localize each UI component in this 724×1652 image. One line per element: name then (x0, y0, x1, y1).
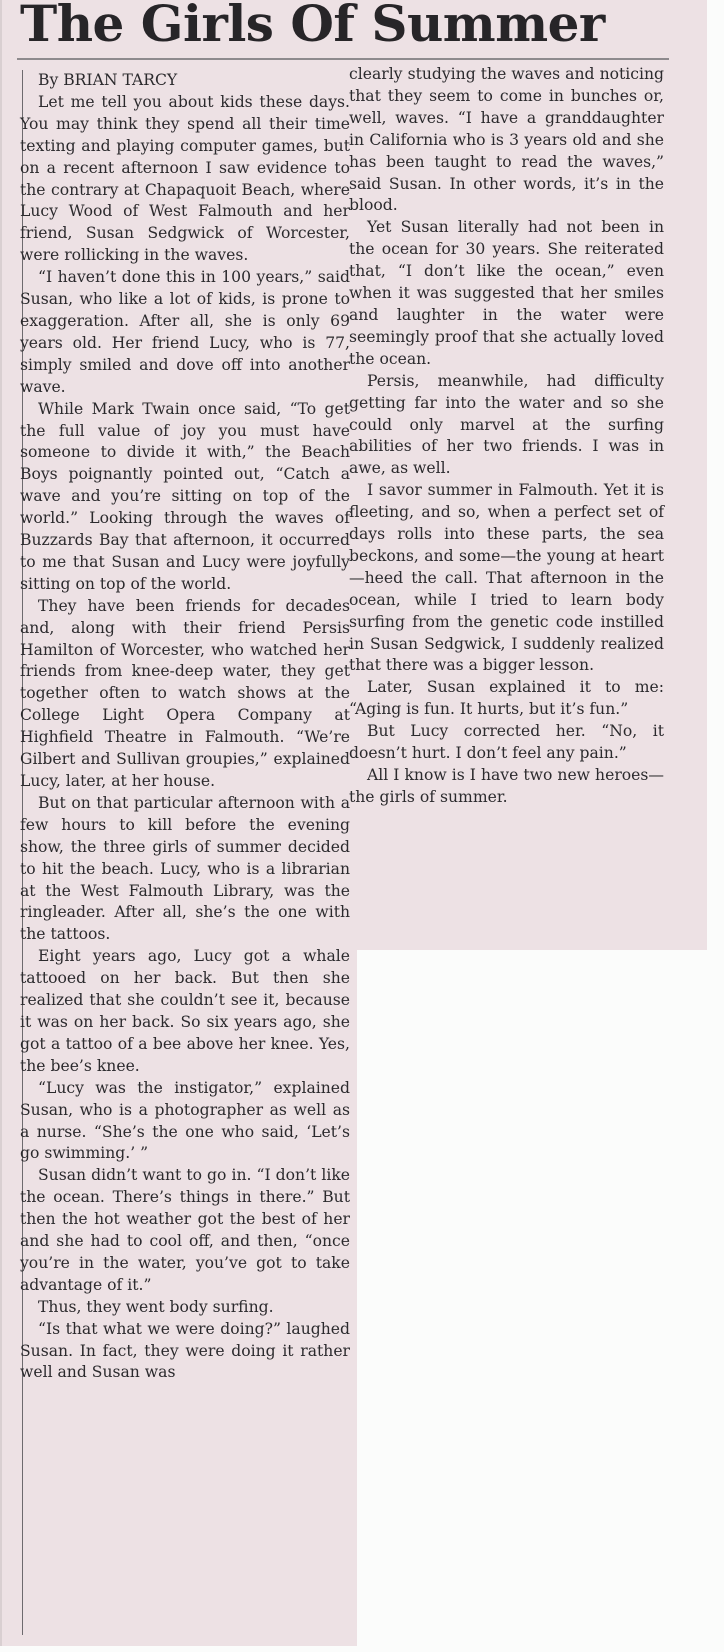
paragraph: I savor summer in Falmouth. Yet it is fleeting, and so, when a perfect set of days rolls into these parts, the sea beckons, and some—the young at heart—heed the call. That afternoon in the ocean, while I tried to learn body surfing from the genetic code instilled in Susan Sedgwick, I suddenly realized that there was a bigger lesson. (349, 481, 664, 675)
paragraph: While Mark Twain once said, “To get the full value of joy you must have someone to divide it with,” the Beach Boys poignantly pointed out, “Catch a wave and you’re sitting on top of the world.” Looking through the waves of Buzzards Bay that afternoon, it occurred to me that Susan and Lucy were joyfully sitting on top of the world. (20, 399, 350, 593)
paragraph: “Is that what we were doing?” laughed Susan. In fact, they were doing it rather well and Susan was (20, 1319, 350, 1382)
paragraph: Susan didn’t want to go in. “I don’t like the ocean. There’s things in there.” But then the hot weather got the best of her and she had to cool off, and then, “once you’re in the water, you’ve got to take advantage of it.” (20, 1166, 350, 1294)
paragraph: Let me tell you about kids these days. You may think they spend all their time texting and playing computer games, but on a recent afternoon I saw evidence to the contrary at Chapaquoit Beach, where Lucy Wood of West Falmouth and her friend, Susan Sedgwick of Worcester, were rollicking in the waves. (20, 92, 350, 265)
paragraph: “Lucy was the instigator,” explained Susan, who is a photographer as well as a nurse. “She’s the one who said, ‘Let’s go swimming.’ ” (20, 1078, 350, 1163)
clipping-left-edge (0, 0, 2, 1646)
article-column-2 (349, 64, 664, 809)
paragraph: Persis, meanwhile, had difficulty getting far into the water and so she could only marvel at the surfing abilities of her two friends. I was in awe, as well. (349, 371, 664, 478)
headline-rule (17, 58, 669, 60)
paragraph: But on that particular afternoon with a few hours to kill before the evening show, the three girls of summer decided to hit the beach. Lucy, who is a librarian at the West Falmouth Library, was the ringleader. After all, she’s the one with the tattoos. (20, 793, 350, 944)
article-column-1 (20, 70, 350, 1384)
paragraph: “I haven’t done this in 100 years,” said Susan, who like a lot of kids, is prone to exaggeration. After all, she is only 69 years old. Her friend Lucy, who is 77, simply smiled and dove off into another wave. (20, 268, 350, 396)
paragraph: All I know is I have two new heroes—the girls of summer. (349, 766, 664, 806)
paragraph: Later, Susan explained it to me: “Aging is fun. It hurts, but it’s fun.” (349, 678, 664, 719)
paragraph: But Lucy corrected her. “No, it doesn’t hurt. I don’t feel any pain.” (349, 722, 664, 763)
headline: The Girls Of Summer (20, 0, 605, 53)
byline: By BRIAN TARCY (38, 71, 178, 89)
paragraph: Yet Susan literally had not been in the ocean for 30 years. She reiterated that, “I don’t like the ocean,” even when it was suggested that her smiles and laughter in the water were seemingly proof that she actually loved the ocean. (349, 218, 664, 368)
paragraph: They have been friends for decades and, along with their friend Persis Hamilton of Worcester, who watched her friends from knee-deep water, they get together often to watch shows at the College Light Opera Company at Highfield Theatre in Falmouth. “We’re Gilbert and Sullivan groupies,” explained Lucy, later, at her house. (20, 596, 350, 790)
paragraph-continued: clearly studying the waves and noticing that they seem to come in bunches or, well, waves. “I have a granddaughter in California who is 3 years old and she has been taught to read the waves,” said Susan. In other words, it’s in the blood. (349, 65, 664, 215)
paragraph: Thus, they went body surfing. (38, 1297, 274, 1316)
paragraph: Eight years ago, Lucy got a whale tattooed on her back. But then she realized that she couldn’t see it, because it was on her back. So six years ago, she got a tattoo of a bee above her knee. Yes, the bee’s knee. (20, 947, 350, 1075)
